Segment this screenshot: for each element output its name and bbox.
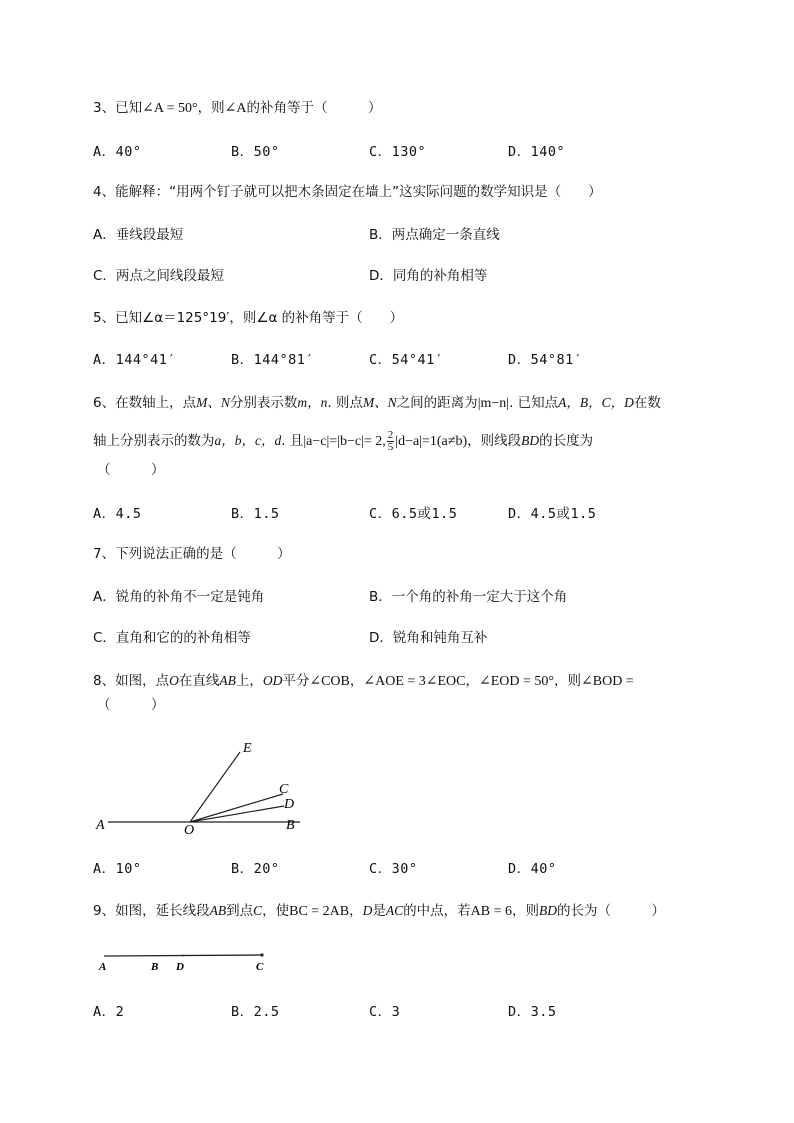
q9-math: BC = 2AB	[289, 904, 350, 919]
question-9-stem	[93, 902, 665, 921]
q7-option-c[interactable]: C．直角和它的的补角相等	[93, 630, 251, 646]
q8-text: ，	[465, 673, 480, 689]
q8-math: ∠COB	[309, 674, 350, 689]
label-a: A	[96, 818, 105, 833]
q3-target: ∠A	[224, 101, 247, 116]
q8-option-a[interactable]: A．10°	[93, 861, 142, 877]
ray-oe	[190, 752, 240, 822]
q8-text: 上，	[235, 673, 263, 689]
q8-text: ，则	[554, 673, 582, 689]
q6-text: 轴上分别表示的数为	[93, 433, 215, 449]
q3-suffix: 的补角等于（ ）	[246, 100, 382, 116]
q3-option-b[interactable]: B．50°	[231, 144, 280, 160]
q7-option-b[interactable]: B．一个角的补角一定大于这个角	[369, 589, 568, 605]
q6-text: . 且	[281, 433, 304, 449]
q6-answer-blank: （ ）	[97, 462, 165, 478]
q6-math: |d−a|=1(a≠b)	[395, 434, 468, 449]
q9-var: C	[253, 903, 263, 918]
q9-var: AC	[385, 903, 404, 918]
question-8-line-1	[93, 672, 634, 691]
q9-text: 的长为（ ）	[557, 903, 665, 919]
point-d-dot	[182, 955, 184, 957]
q8-var: O	[169, 673, 179, 688]
q9-text: ，使	[262, 903, 290, 919]
q7-option-a[interactable]: A．锐角的补角不一定是钝角	[93, 589, 265, 605]
q8-angle-figure	[90, 734, 320, 844]
q4-option-b[interactable]: B．两点确定一条直线	[369, 227, 500, 243]
q3-option-a[interactable]: A．40°	[93, 144, 142, 160]
label-o: O	[184, 823, 195, 838]
q9-option-d[interactable]: D．3.5	[508, 1004, 557, 1020]
q8-var: OD	[262, 673, 283, 688]
q6-var: M、N	[362, 395, 397, 410]
q8-math: ∠EOD = 50°	[479, 674, 555, 689]
q3-option-d[interactable]: D．140°	[508, 144, 566, 160]
q4-option-a[interactable]: A．垂线段最短	[93, 227, 184, 243]
q8-option-d[interactable]: D．40°	[508, 861, 557, 877]
q4-option-c[interactable]: C．两点之间线段最短	[93, 268, 224, 284]
q6-var: M、N	[196, 395, 230, 410]
label-c: C	[279, 782, 289, 797]
q5-option-a[interactable]: A．144°41′	[93, 352, 177, 368]
q5-option-b[interactable]: B．144°81′	[231, 352, 315, 368]
q6-var: A，B，C，D	[558, 395, 634, 410]
q6-var: m，n	[297, 395, 328, 410]
q8-text: ，	[349, 673, 364, 689]
q6-option-a[interactable]: A．4.5	[93, 506, 142, 522]
q9-math: AB = 6	[470, 904, 512, 919]
q5-option-d[interactable]: D．54°81′	[508, 352, 583, 368]
q7-option-d[interactable]: D．锐角和钝角互补	[369, 630, 488, 646]
label-e: E	[243, 741, 252, 756]
label-c: C	[256, 961, 264, 973]
q8-answer-blank: （ ）	[97, 697, 165, 713]
q9-text: 9、如图，延长线段	[93, 903, 210, 919]
q6-text: 在数	[633, 395, 661, 411]
q9-text: 的中点，若	[403, 903, 471, 919]
label-b: B	[286, 818, 295, 833]
q8-option-b[interactable]: B．20°	[231, 861, 280, 877]
q9-segment-figure	[95, 948, 275, 978]
q6-text: 之间的距离为	[396, 395, 478, 411]
question-5-stem: 5、已知∠α＝125°19′，则∠α 的补角等于（ ）	[93, 310, 404, 326]
fraction-numerator: 2	[387, 428, 394, 441]
label-a: A	[99, 961, 107, 973]
q9-text: 是	[372, 903, 386, 919]
q6-math: |a−c|=|b−c|= 2,	[303, 434, 386, 449]
q8-var: AB	[219, 673, 236, 688]
q9-text: ，则	[512, 903, 539, 919]
q9-var: BD	[539, 903, 557, 918]
label-b: B	[151, 961, 159, 973]
point-c-dot	[260, 953, 263, 956]
q6-text: . 则点	[327, 395, 363, 411]
q6-text: ，则线段	[467, 433, 522, 449]
q9-option-c[interactable]: C．3	[369, 1004, 401, 1020]
question-4-stem: 4、能解释：“用两个钉子就可以把木条固定在墙上”这实际问题的数学知识是（ ）	[93, 184, 602, 200]
q6-option-b[interactable]: B．1.5	[231, 506, 280, 522]
question-3-stem	[93, 99, 382, 118]
q8-text: 平分	[282, 673, 310, 689]
fraction-denominator: 5	[387, 440, 394, 453]
q9-var: AB	[209, 903, 227, 918]
q6-text: 6、在数轴上，点	[93, 395, 197, 411]
q9-var: D	[362, 903, 373, 918]
q3-prefix: 3、已知	[93, 100, 143, 116]
label-d: D	[284, 797, 295, 812]
q9-text: 到点	[226, 903, 254, 919]
q4-option-d[interactable]: D．同角的补角相等	[369, 268, 488, 284]
q6-option-d[interactable]: D．4.5或1.5	[508, 506, 597, 522]
q6-text: 的长度为	[539, 433, 594, 449]
q6-text: . 已知点	[509, 395, 559, 411]
q8-math: ∠BOD =	[581, 674, 634, 689]
q8-text: 8、如图，点	[93, 673, 170, 689]
question-6-line-1	[93, 394, 661, 413]
label-d: D	[176, 961, 184, 973]
q6-fraction	[387, 430, 395, 453]
q8-option-c[interactable]: C．30°	[369, 861, 418, 877]
q6-text: 分别表示数	[229, 395, 298, 411]
q8-text: 在直线	[178, 673, 220, 689]
question-7-stem: 7、下列说法正确的是（ ）	[93, 546, 291, 562]
q6-var: BD	[521, 433, 540, 448]
q3-mid: ，则	[197, 100, 225, 116]
q6-var: a，b，c，d	[214, 433, 282, 448]
q3-condition: ∠A = 50°	[142, 101, 198, 116]
q9-option-b[interactable]: B．2.5	[231, 1004, 280, 1020]
q6-math: |m−n|	[477, 396, 510, 411]
q3-option-c[interactable]: C．130°	[369, 144, 427, 160]
q5-option-c[interactable]: C．54°41′	[369, 352, 444, 368]
q9-text: ，	[349, 903, 363, 919]
q8-math: ∠AOE = 3∠EOC	[363, 674, 466, 689]
q6-option-c[interactable]: C．6.5或1.5	[369, 506, 458, 522]
q9-option-a[interactable]: A．2	[93, 1004, 125, 1020]
question-6-line-2	[93, 428, 593, 455]
